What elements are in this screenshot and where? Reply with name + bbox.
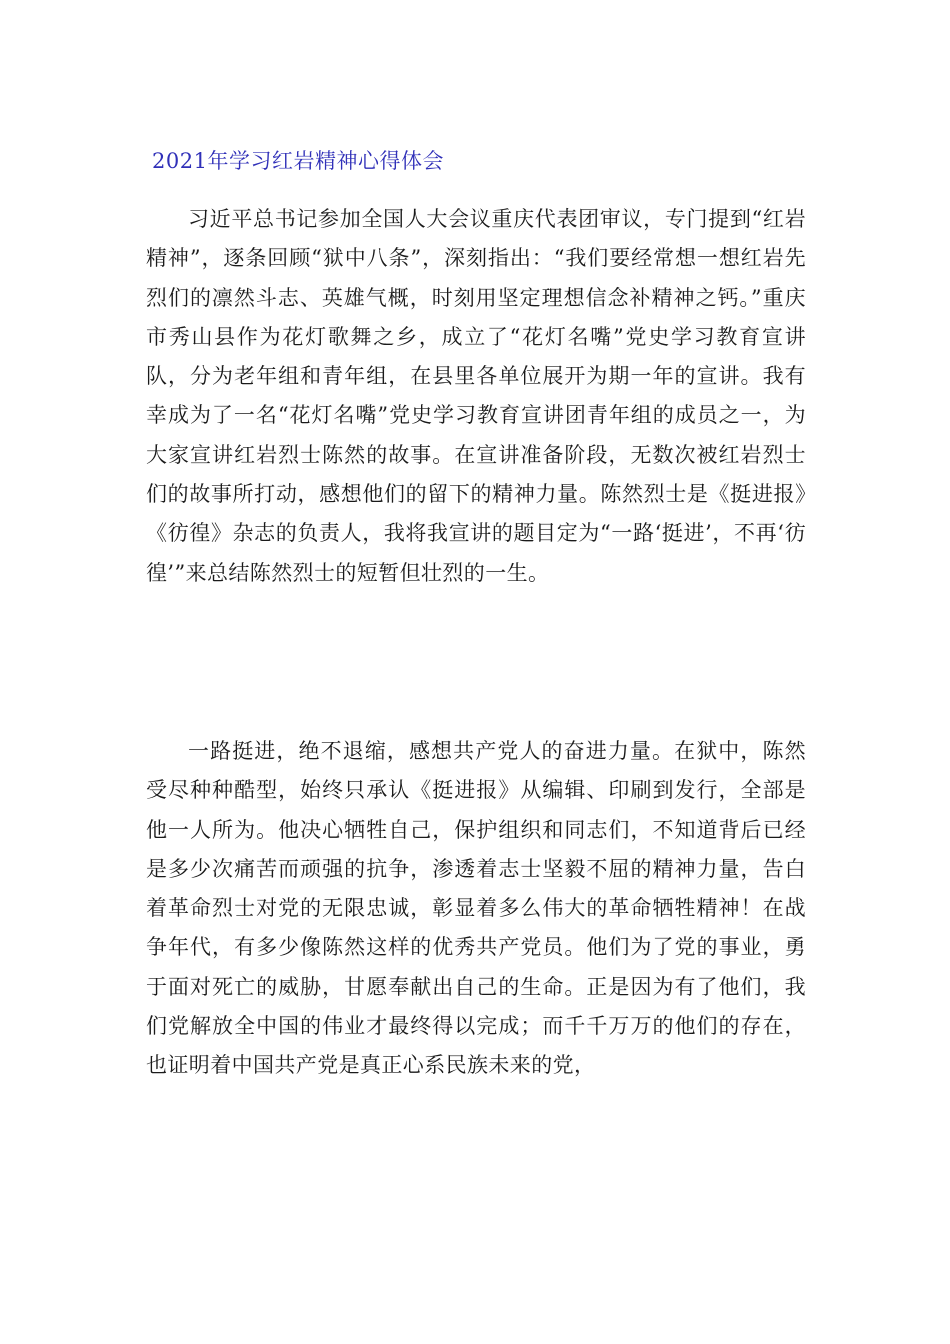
paragraph: 一路挺进，绝不退缩，感想共产党人的奋进力量。在狱中，陈然受尽种种酷型，始终只承认《挺进报》从编辑、印刷到发行，全部是他一人所为。他决心牺牲自己，保护组织和同志们，不知道背后已经是多少次痛苦而顽强的抗争，渗透着志士坚毅不屈的精神力量，告白着革命烈士对党的无限忠诚，彰显着多么伟大的革命牺牲精神！在战争年代，有多少像陈然这样的优秀共产党员。他们为了党的事业，勇于面对死亡的威胁，甘愿奉献出自己的生命。正是因为有了他们，我们党解放全中国的伟业才最终得以完成；而千千万万的他们的存在，也证明着中国共产党是真正心系民族未来的党， bbox=[146, 739, 806, 1078]
paragraph: 习近平总书记参加全国人大会议重庆代表团审议，专门提到“红岩精神”，逐条回顾“狱中八条”，深刻指出：“我们要经常想一想红岩先烈们的凛然斗志、英雄气概，时刻用坚定理想信念补精神之钙。”重庆市秀山县作为花灯歌舞之乡，成立了“花灯名嘴”党史学习教育宣讲队，分为老年组和青年组，在县里各单位展开为期一年的宣讲。我有幸成为了一名“花灯名嘴”党史学习教育宣讲团青年组的成员之一，为大家宣讲红岩烈士陈然的故事。在宣讲准备阶段，无数次被红岩烈士们的故事所打动，感想他们的留下的精神力量。陈然烈士是《挺进报》《彷徨》杂志的负责人，我将我宣讲的题目定为“一路‘挺进’，不再‘彷徨’”来总结陈然烈士的短暂但壮烈的一生。 bbox=[146, 207, 806, 585]
document-title: 2021年学习红岩精神心得体会 bbox=[152, 149, 444, 173]
